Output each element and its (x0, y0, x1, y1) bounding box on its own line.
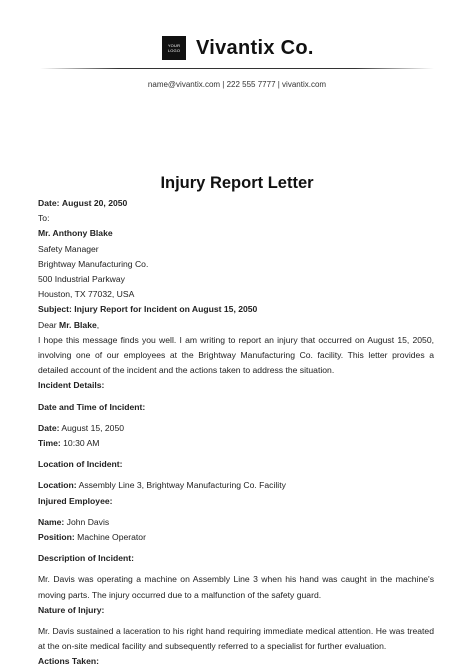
intro-paragraph: I hope this message finds you well. I am writing to report an injury that occurred on August 15, 2050, involving one of our employees at the Brightway Manufacturing Co. facility. This letter provides a detailed account of the incident and the actions taken to address the situation. (38, 334, 434, 376)
incident-details-heading: Incident Details: (38, 380, 105, 391)
recipient-title: Safety Manager (38, 243, 99, 254)
description-heading: Description of Incident: (38, 553, 134, 564)
header-divider (40, 68, 434, 69)
employee-name-value: John Davis (66, 516, 110, 527)
nature-paragraph: Mr. Davis sustained a laceration to his right hand requiring immediate medical attention. He was treated at the on-site medical facility and subsequently referred to a specialist for further evaluation. (38, 626, 434, 652)
logo-placeholder (162, 36, 186, 60)
employee-position-value: Machine Operator (77, 532, 146, 543)
subject-line (38, 302, 434, 317)
date-line (38, 196, 434, 211)
incident-time-value: 10:30 AM (63, 438, 100, 449)
description-paragraph: Mr. Davis was operating a machine on Assembly Line 3 when his hand was caught in the machine's moving parts. The injury occurred due to a malfunction of the safety guard. (38, 574, 434, 600)
date-value: August 20, 2050 (61, 198, 128, 208)
datetime-heading: Date and Time of Incident: (38, 401, 146, 412)
company-name: Vivantix Co. (196, 36, 314, 59)
recipient-street: 500 Industrial Parkway (38, 274, 125, 285)
salutation-prefix: Dear (38, 319, 57, 330)
document-title: Injury Report Letter (160, 174, 314, 192)
recipient-city: Houston, TX 77032, USA (38, 289, 135, 300)
salutation-suffix: , (96, 319, 100, 330)
logo-text-line2: LOGO (167, 48, 181, 53)
contact-line: name@vivantix.com | 222 555 7777 | vivantix.com (147, 80, 327, 89)
brand-row (162, 36, 314, 60)
incident-time-line (38, 436, 434, 451)
incident-date-line (38, 421, 434, 436)
logo-text-line1: YOUR (167, 43, 181, 48)
incident-date-label: Date: (38, 422, 60, 433)
subject-label: Subject: (38, 304, 72, 315)
date-label: Date: (38, 198, 60, 208)
location-heading: Location of Incident: (38, 459, 123, 470)
nature-heading: Nature of Injury: (38, 604, 105, 615)
employee-name-label: Name: (38, 516, 65, 527)
incident-date-value: August 15, 2050 (61, 422, 125, 433)
location-line (38, 478, 434, 493)
injured-heading: Injured Employee: (38, 495, 113, 506)
employee-name-line (38, 515, 434, 530)
letter-body (38, 196, 434, 670)
employee-position-line (38, 530, 434, 545)
recipient-name: Mr. Anthony Blake (38, 228, 113, 239)
location-label: Location: (38, 480, 77, 491)
salutation-name: Mr. Blake (59, 319, 97, 330)
salutation (38, 318, 434, 333)
to-line: To: (38, 213, 50, 224)
incident-time-label: Time: (38, 438, 61, 449)
actions-heading: Actions Taken: (38, 656, 99, 667)
location-value: Assembly Line 3, Brightway Manufacturing Co. Facility (78, 480, 286, 491)
subject-value: Injury Report for Incident on August 15, 2050 (74, 304, 258, 315)
employee-position-label: Position: (38, 532, 75, 543)
recipient-company: Brightway Manufacturing Co. (38, 258, 149, 269)
